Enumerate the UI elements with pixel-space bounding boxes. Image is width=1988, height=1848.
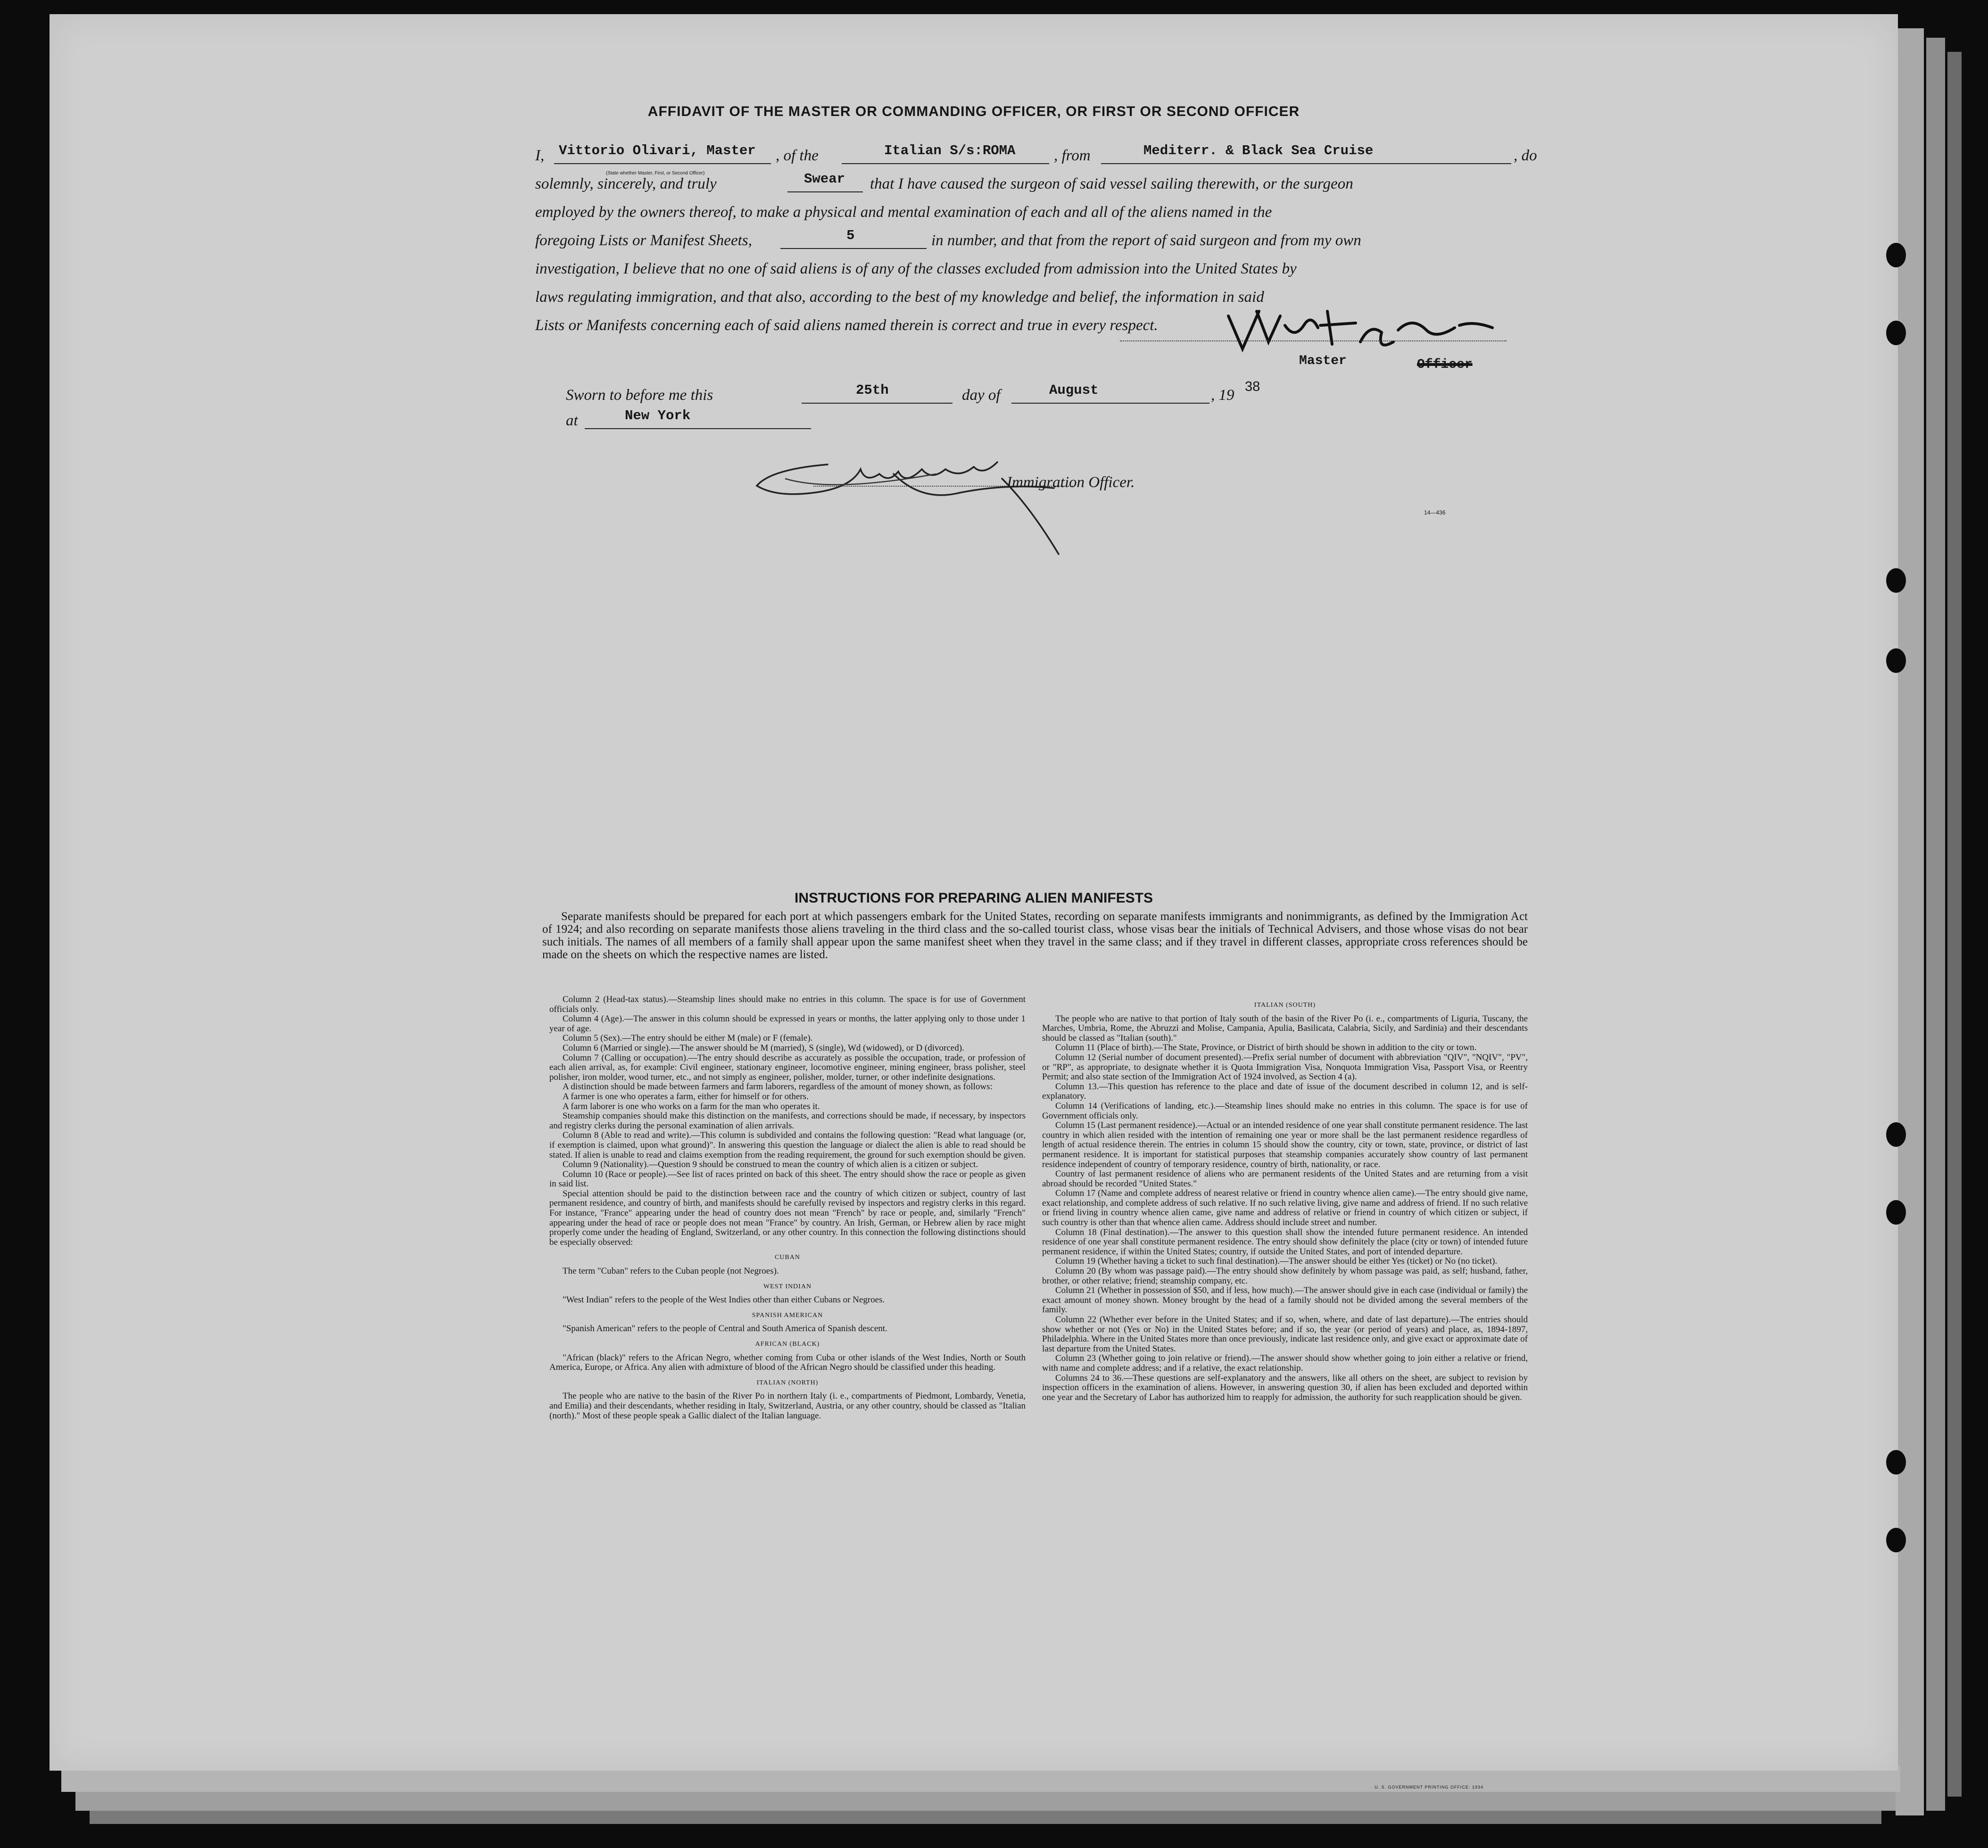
affidavit-text: , of the xyxy=(776,147,819,164)
affidavit-line: laws regulating immigration, and that also, according to the best of my knowledge and belief, the information in said xyxy=(535,289,1264,306)
master-name-field: Vittorio Olivari, Master xyxy=(559,143,756,158)
affidavit-text: solemnly, sincerely, and truly xyxy=(535,175,717,192)
page-edge xyxy=(90,1810,1881,1824)
affidavit-text: foregoing Lists or Manifest Sheets, xyxy=(535,232,752,249)
printer-imprint: U. S. GOVERNMENT PRINTING OFFICE: 1934 xyxy=(1375,1785,1483,1790)
instruction-paragraph: A distinction should be made between farmers and farm laborers, regardless of the amount of money shown, as follows: xyxy=(563,1082,993,1092)
instruction-paragraph: A farmer is one who operates a farm, either for himself or for others. xyxy=(563,1091,809,1102)
instruction-paragraph: The term "Cuban" refers to the Cuban people (not Negroes). xyxy=(563,1266,779,1276)
signature-line xyxy=(1120,340,1507,341)
sworn-text: , 19 xyxy=(1211,387,1234,404)
underline xyxy=(585,428,811,429)
affidavit-line xyxy=(535,141,1537,176)
instruction-paragraph: "African (black)" refers to the African Negro, whether coming from Cuba or other islands of the West Indies, North or South America, Europe, or Africa. Any alien with admixture of blood of the African Negro should be classified under this heading. xyxy=(549,1352,1026,1373)
year-field: 38 xyxy=(1245,379,1260,394)
affidavit-text: that I have caused the surgeon of said vessel sailing therewith, or the surgeon xyxy=(870,175,1353,192)
origin-field: Mediterr. & Black Sea Cruise xyxy=(1143,143,1374,158)
underline xyxy=(1011,403,1209,404)
underline xyxy=(1101,163,1511,164)
at-line xyxy=(566,406,1367,435)
underline xyxy=(802,403,953,404)
sworn-text: day of xyxy=(962,387,1001,404)
section-heading: CUBAN xyxy=(774,1254,800,1261)
place-field: New York xyxy=(625,408,691,423)
affidavit-text: , do xyxy=(1514,147,1537,164)
rank-note: (State whether Master, First, or Second Officer) xyxy=(606,171,705,176)
manifest-page xyxy=(50,14,1898,1790)
section-heading: WEST INDIAN xyxy=(763,1283,812,1290)
punch-hole xyxy=(1886,648,1906,673)
instruction-paragraph: The people who are native to that portion of Italy south of the basin of the River Po (i. e., compartments of Liguria, Tuscany, the Marches, Umbria, Rome, the Abruzzi and Molise, Campania, Apulia, Basilicata, Calabria, Sicily, and Sardinia) and their descendants should be classed as "Italian (south)." xyxy=(1042,1013,1528,1043)
affidavit-text: , from xyxy=(1054,147,1091,164)
instruction-paragraph: Column 11 (Place of birth).—The State, Province, or District of birth should be shown in addition to the city or town. xyxy=(1055,1043,1477,1053)
instruction-paragraph: Column 14 (Verifications of landing, etc.).—Steamship lines should make no entries in this column. The space is for use of Government officials only. xyxy=(1042,1101,1528,1121)
underline xyxy=(842,163,1049,164)
instruction-paragraph: Column 18 (Final destination).—The answer to this question shall show the intended future permanent residence. An intended residence of one year shall constitute permanent residence. The entry should show definitely the place (city or town) of intended future permanent residence, if within the United States; country, if outside the United States, and port of intended departure. xyxy=(1042,1227,1528,1257)
punch-hole xyxy=(1886,568,1906,593)
instruction-paragraph: Column 5 (Sex).—The entry should be either M (male) or F (female). xyxy=(563,1033,813,1044)
master-signature xyxy=(1214,297,1507,358)
punch-hole xyxy=(1886,321,1906,345)
underline xyxy=(780,248,927,249)
instruction-paragraph: Column 10 (Race or people).—See list of races printed on back of this sheet. The entry should show the race or people as given in said list. xyxy=(549,1169,1026,1189)
instruction-paragraph: Column 15 (Last permanent residence).—Actual or an intended residence of one year shall constitute permanent residence. The last country in which alien resided with the intention of remaining one year or more shall be the last permanent residence regardless of length of actual residence therein. The entries in column 15 should show the country, city or town, state, province, or district of last permanent residence. It is important for statistical purposes that steamship companies accurately show country of last permanent residence independent of country of temporary residence, country of birth, nationality, or race. xyxy=(1042,1120,1528,1169)
affidavit-text: in number, and that from the report of said surgeon and from my own xyxy=(931,232,1361,249)
instructions-left-column xyxy=(549,995,1026,1421)
page-edge xyxy=(1926,38,1945,1811)
vessel-field: Italian S/s:ROMA xyxy=(884,143,1016,158)
punch-hole xyxy=(1886,1450,1906,1475)
sworn-text: at xyxy=(566,412,578,429)
instruction-paragraph: Column 22 (Whether ever before in the United States; and if so, when, where, and date of last departure).—The entries should show whether or not (Yes or No) in the United States before; and if so, the year (or period of years) and place, as, 1894-1897, Philadelphia. Where in the United States more than once previously, indicate last residence only, and give exact or approximate date of last departure from the United States. xyxy=(1042,1315,1528,1354)
month-field: August xyxy=(1049,382,1099,398)
form-number: 14—436 xyxy=(1424,509,1446,516)
section-heading: AFRICAN (BLACK) xyxy=(755,1341,820,1348)
sworn-block xyxy=(566,381,1367,435)
punch-hole xyxy=(1886,1122,1906,1147)
instruction-paragraph: Column 20 (By whom was passage paid).—The entry should show definitely by whom passage was paid, as self; husband, father, brother, or other relative; friend; steamship company, etc. xyxy=(1042,1266,1528,1286)
sheets-field: 5 xyxy=(846,228,855,243)
struck-title: Officer xyxy=(1417,357,1473,372)
sworn-text: Sworn to before me this xyxy=(566,387,713,404)
instructions-intro: Separate manifests should be prepared for each port at which passengers embark for the United States, recording on separate manifests immigrants and nonimmigrants, as defined by the Immigration Act of 1924; and also recording on separate manifests those aliens traveling in the third class and the so-called tourist class, whose visas bear the initials of Technical Advisers, and those whose visas do not bear such initials. The names of all members of a family shall appear upon the same manifest sheet when they travel in the same class; and if they travel in different classes, appropriate cross references should be made on the sheets on which the respective names are listed. xyxy=(542,910,1528,961)
affidavit-line: Lists or Manifests concerning each of said aliens named therein is correct and true in every respect. xyxy=(535,317,1158,334)
instruction-paragraph: Special attention should be paid to the distinction between race and the country of which citizen or subject, country of last permanent residence, and country of birth, and manifests should be carefully revised by inspectors and registry clerks in this regard. For instance, "France" appearing under the head of country does not mean "French" by race or people, and, similarly "French" appearing under the head of race or people does not mean "France" by country. An Irish, German, or Hebrew alien by race might properly come under the heading of England, Switzerland, or any other country. In this connection the following distinctions should be especially observed: xyxy=(549,1188,1026,1247)
affidavit-line xyxy=(535,170,1535,198)
instruction-paragraph: Column 7 (Calling or occupation).—The entry should describe as accurately as possible the occupation, trade, or profession of each alien arrival, as, for example: Civil engineer, stationary engineer, locomotive engineer, mining engineer, brass polisher, steel polisher, iron molder, wood turner, etc., and not simply as engineer, polisher, molder, turner, or other indefinite designations. xyxy=(549,1052,1026,1082)
punch-hole xyxy=(1886,243,1906,267)
section-heading: SPANISH AMERICAN xyxy=(752,1311,823,1319)
instruction-paragraph: Column 8 (Able to read and write).—This column is subdivided and contains the following question: "Read what language (or, if exemption is claimed, upon what ground)". In answering this question the language or dialect the alien is able to read should be stated. If alien is unable to read and claims exemption from the reading requirement, the ground for such exemption should be given. xyxy=(549,1130,1026,1160)
affidavit-line: investigation, I believe that no one of said aliens is of any of the classes excluded from admission into the United States by xyxy=(535,260,1297,277)
instruction-paragraph: Column 4 (Age).—The answer in this column should be expressed in years or months, the latter applying only to those under 1 year of age. xyxy=(549,1014,1026,1034)
affidavit-line xyxy=(535,226,1535,255)
instruction-paragraph: Column 13.—This question has reference to the place and date of issue of the document described in column 12, and is self-explanatory. xyxy=(1042,1081,1528,1102)
underline xyxy=(787,191,863,192)
page-edge xyxy=(1947,52,1962,1797)
signer-title: Master xyxy=(1299,354,1347,368)
instruction-paragraph: Country of last permanent residence of aliens who are permanent residents of the United States and are returning from a visit abroad should be recorded "United States." xyxy=(1042,1169,1528,1189)
instruction-paragraph: Column 9 (Nationality).—Question 9 should be construed to mean the country of which alien is a citizen or subject. xyxy=(563,1160,978,1170)
instructions-right-column xyxy=(1042,995,1528,1402)
officer-signature xyxy=(752,446,1158,559)
instruction-paragraph: "West Indian" refers to the people of the West Indies other than either Cubans or Negroes. xyxy=(563,1295,885,1305)
instruction-paragraph: Column 12 (Serial number of document presented).—Prefix serial number of document with abbreviation "QIV", "NQIV", "PV", or "RP", as appropriate, to designate whether it is Quota Immigration Visa, Nonquota Immigration Visa, Passport Visa, or Reentry Permit; and also state section of the Immigration Act of 1924 involved, as Section 4 (a). xyxy=(1042,1052,1528,1082)
instruction-paragraph: Column 21 (Whether in possession of $50, and if less, how much).—The answer should give in each case (individual or family) the exact amount of money shown. Money brought by the head of a family should not be divided among the several members of the family. xyxy=(1042,1285,1528,1315)
page-edge xyxy=(75,1792,1896,1811)
day-field: 25th xyxy=(856,382,889,398)
punch-hole xyxy=(1886,1528,1906,1552)
instruction-paragraph: Columns 24 to 36.—These questions are self-explanatory and the answers, like all others on the sheet, are subject to revision by inspection officers in the examination of aliens. However, in answering question 30, if alien has been excluded and deported within one year and the Secretary of Labor has authorized him to reapply for admission, the authority for such reapplication should be given. xyxy=(1042,1373,1528,1402)
affidavit-line: employed by the owners thereof, to make a physical and mental examination of each and all of the aliens named in the xyxy=(535,204,1272,221)
affidavit-title: AFFIDAVIT OF THE MASTER OR COMMANDING OFFICER, OR FIRST OR SECOND OFFICER xyxy=(647,104,1300,119)
affidavit-text: I, xyxy=(535,147,545,164)
instruction-paragraph: Column 2 (Head-tax status).—Steamship lines should make no entries in this column. The space is for use of Government officials only. xyxy=(549,994,1026,1014)
instruction-paragraph: Steamship companies should make this distinction on the manifests, and corrections should be made, if necessary, by inspectors and registry clerks during the personal examination of alien arrivals. xyxy=(549,1111,1026,1131)
officer-label: Immigration Officer. xyxy=(1007,474,1135,491)
instruction-paragraph: Column 6 (Married or single).—The answer should be M (married), S (single), Wd (widowed), or D (divorced). xyxy=(563,1043,964,1053)
punch-hole xyxy=(1886,1200,1906,1225)
instruction-paragraph: "Spanish American" refers to the people of Central and South America of Spanish descent. xyxy=(563,1324,887,1334)
section-heading: ITALIAN (NORTH) xyxy=(756,1379,819,1386)
instructions-title: INSTRUCTIONS FOR PREPARING ALIEN MANIFESTS xyxy=(794,890,1153,906)
instruction-paragraph: Column 23 (Whether going to join relative or friend).—The answer should show whether going to join either a relative or friend, with name and complete address; and if a relative, the exact relationship. xyxy=(1042,1353,1528,1373)
section-heading: ITALIAN (SOUTH) xyxy=(1254,1002,1316,1009)
instruction-paragraph: A farm laborer is one who works on a farm for the man who operates it. xyxy=(563,1101,820,1111)
instruction-paragraph: Column 19 (Whether having a ticket to such final destination).—The answer should be either Yes (ticket) or No (no ticket). xyxy=(1055,1256,1498,1267)
instruction-paragraph: The people who are native to the basin of the River Po in northern Italy (i. e., compartments of Piedmont, Lombardy, Venetia, and Emilia) and their descendants, whether residing in Italy, Switzerland, Austria, or any other country, should be classed as "Italian (north)." Most of these people speak a Gallic dialect of the Italian language. xyxy=(549,1391,1026,1421)
oath-field: Swear xyxy=(804,171,845,187)
instruction-paragraph: Column 17 (Name and complete address of nearest relative or friend in country whence alien came).—The entry should give name, exact relationship, and complete address of such relative. If no such relative living, give name and address of friend. If no such relative or friend living in country whence alien came, give name and address of relative or friend in country of which citizen or subject, if such country is other than that whence alien came. Address should include street and number. xyxy=(1042,1188,1528,1228)
